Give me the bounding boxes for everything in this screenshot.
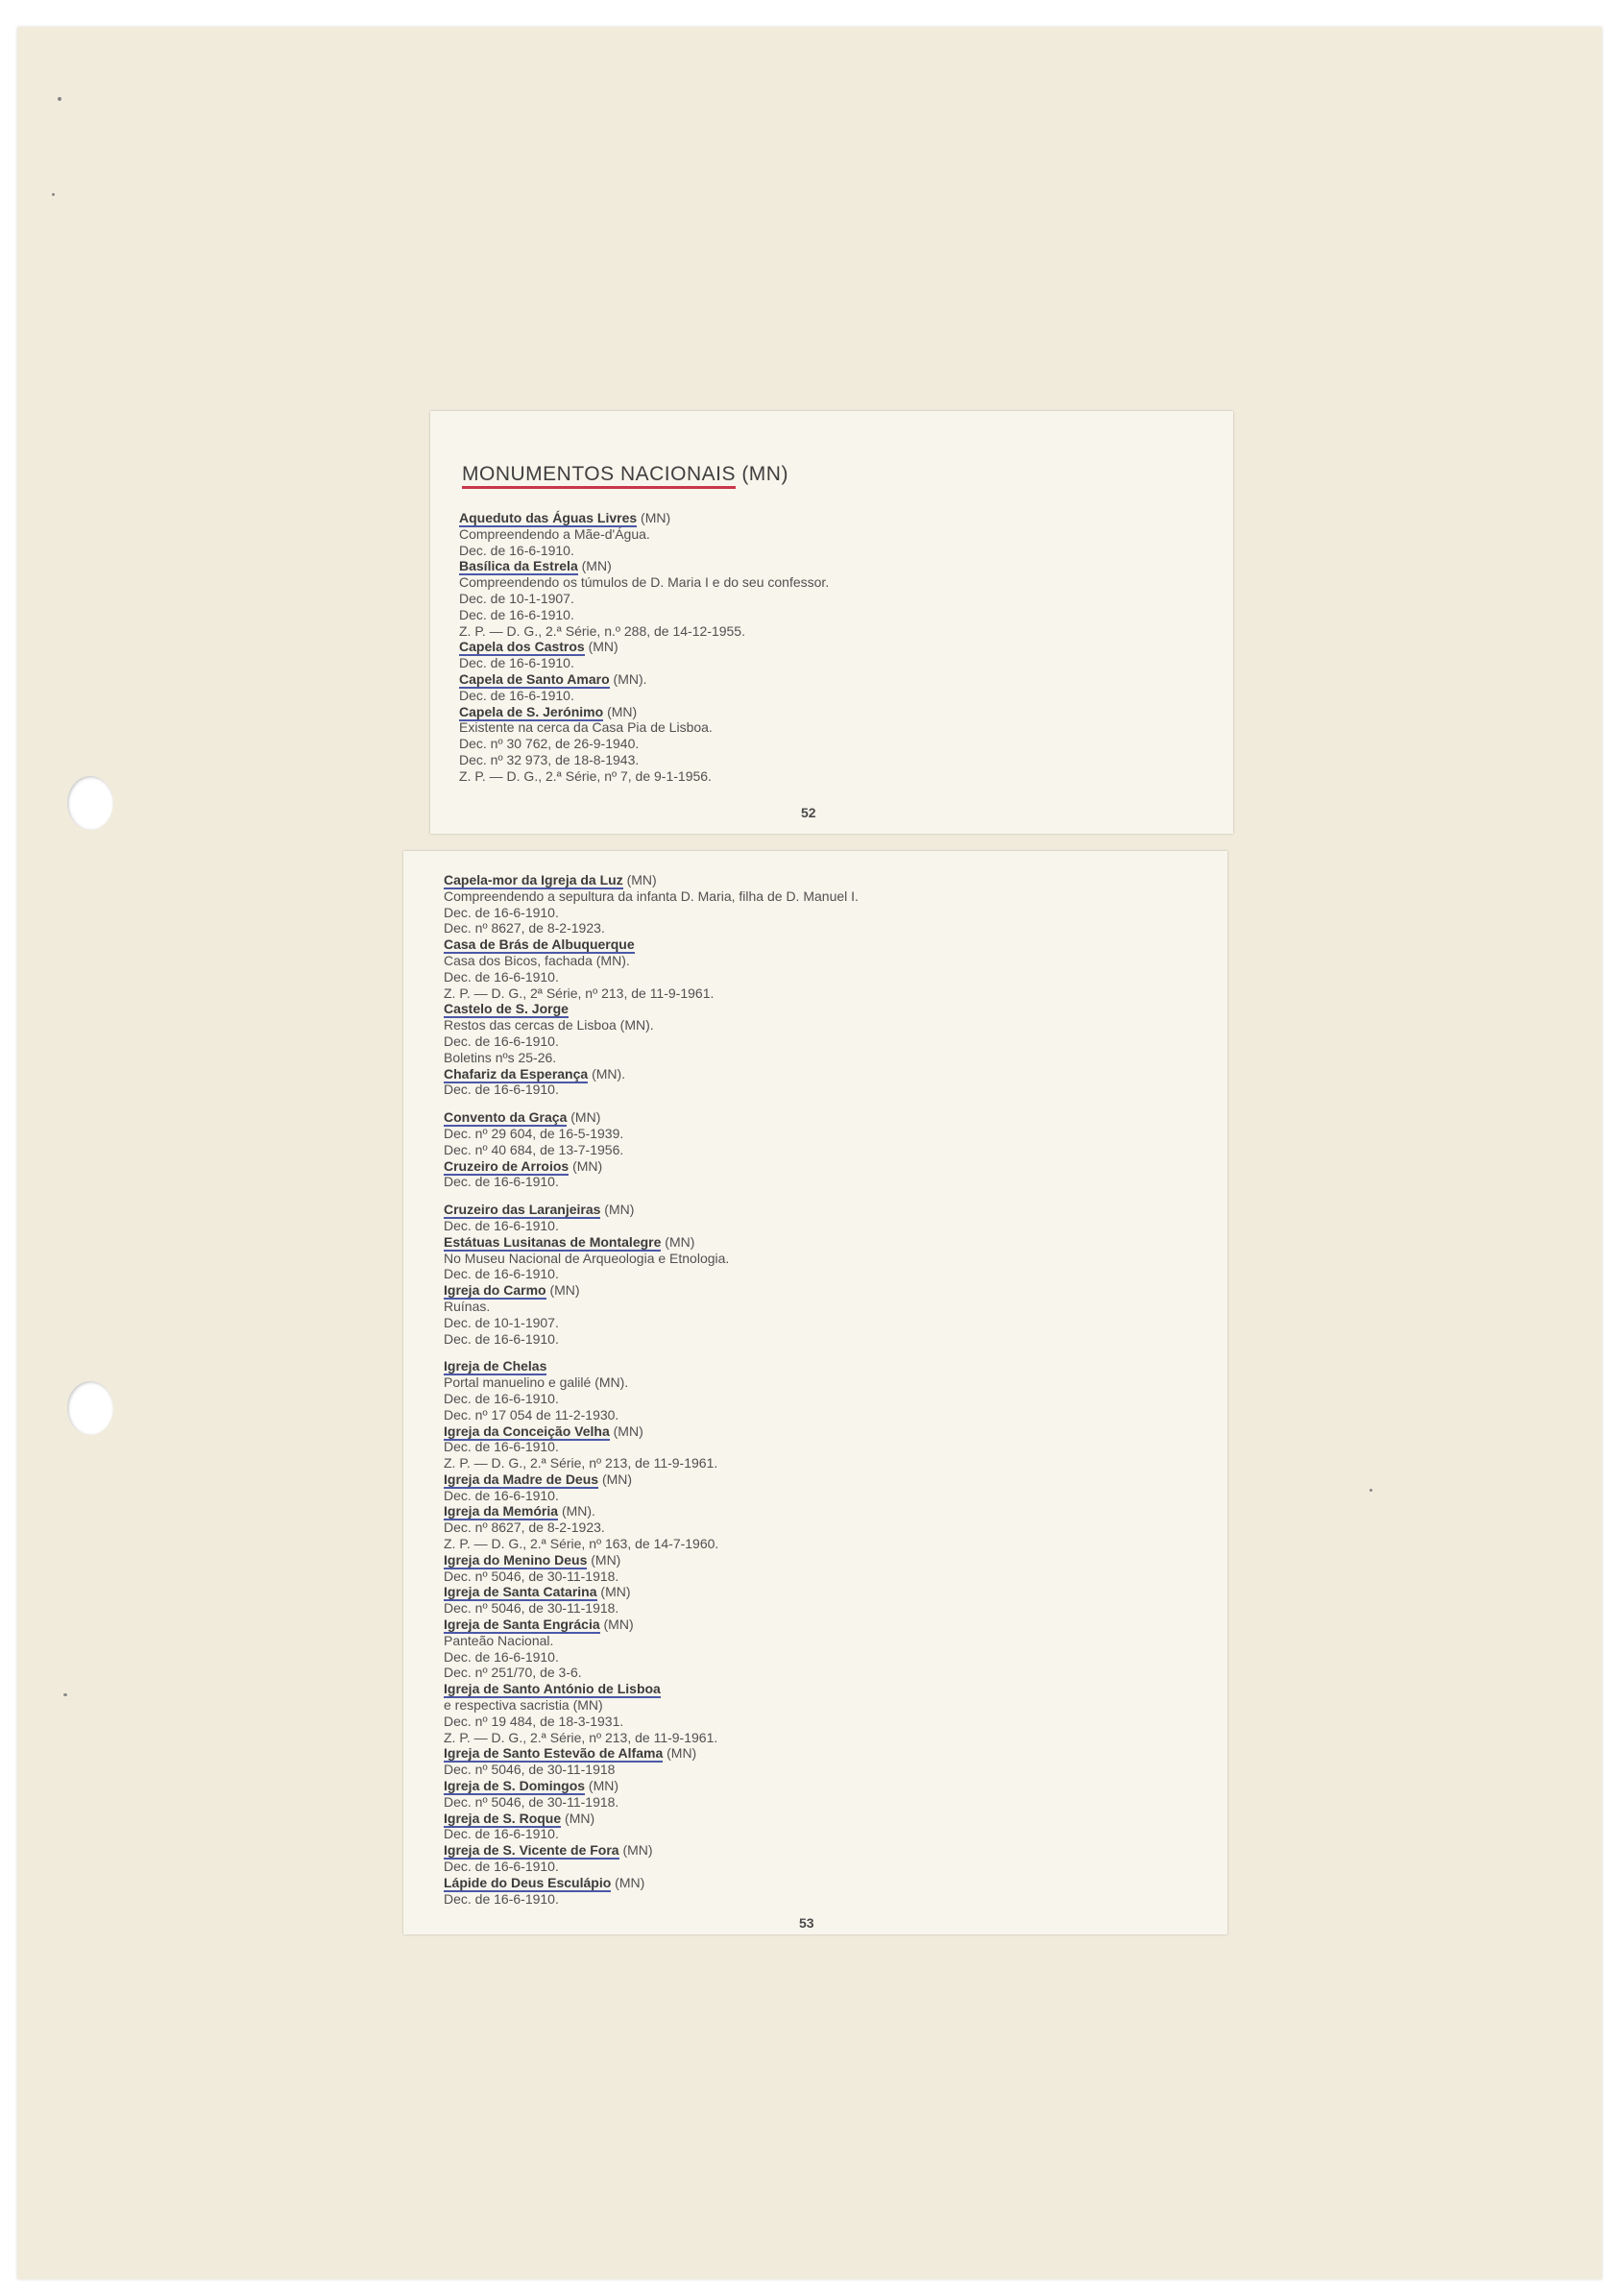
decree-line: Compreendendo os túmulos de D. Maria I e do seu confessor. xyxy=(459,574,830,591)
entry-heading-line xyxy=(444,1471,1208,1488)
entry-heading-line xyxy=(444,1681,1208,1697)
monument-title: Igreja de Santo António de Lisboa xyxy=(444,1681,661,1697)
classification-tag: (MN) xyxy=(588,1778,619,1794)
decree-line: Dec. nº 251/70, de 3-6. xyxy=(444,1665,582,1681)
entry-heading-line xyxy=(444,1109,1208,1126)
entry-heading-line xyxy=(444,872,1208,888)
decree-line: Portal manuelino e galilé (MN). xyxy=(444,1374,629,1391)
monument-entry xyxy=(444,872,1208,936)
entry-heading-line xyxy=(444,1552,1208,1569)
monument-title: Igreja de S. Domingos xyxy=(444,1778,586,1794)
decree-line: Dec. de 16-6-1910. xyxy=(459,542,574,558)
entry-heading-line xyxy=(444,1811,1208,1827)
decree-line: Z. P. — D. G., 2.ª Série, nº 213, de 11-9-1961. xyxy=(444,1729,718,1745)
page-number: 52 xyxy=(801,805,816,820)
entry-heading-line xyxy=(444,1066,1208,1082)
decree-line: Boletins nºs 25-26. xyxy=(444,1049,557,1065)
classification-tag: (MN) xyxy=(667,1745,697,1762)
monument-entry xyxy=(444,1109,1208,1157)
monument-title: Igreja do Menino Deus xyxy=(444,1551,588,1568)
section-heading xyxy=(462,463,788,486)
decree-line: Dec. de 16-6-1910. xyxy=(444,1082,559,1098)
paper-speck xyxy=(1369,1489,1372,1492)
monument-title: Estátuas Lusitanas de Montalegre xyxy=(444,1233,662,1250)
decree-line: Z. P. — D. G., 2.ª Série, n.º 288, de 14-12-1955. xyxy=(459,622,745,639)
entry-heading-line xyxy=(444,1503,1208,1520)
decree-line: Dec. nº 17 054 de 11-2-1930. xyxy=(444,1406,619,1423)
decree-line: Dec. de 10-1-1907. xyxy=(459,590,574,606)
clipping-page-52 xyxy=(430,411,1233,834)
paper-speck xyxy=(63,1693,67,1696)
decree-line: Z. P. — D. G., 2.ª Série, nº 163, de 14-7-1960. xyxy=(444,1536,719,1552)
decree-line: Dec. de 16-6-1910. xyxy=(444,1890,559,1907)
decree-line: Dec. de 16-6-1910. xyxy=(444,1217,559,1233)
monument-title: Igreja de S. Roque xyxy=(444,1810,562,1826)
decree-line: Dec. de 16-6-1910. xyxy=(444,1330,559,1347)
classification-tag: (MN) xyxy=(549,1282,580,1299)
monument-title: Capela dos Castros xyxy=(459,639,585,655)
classification-tag: (MN) xyxy=(570,1109,601,1126)
classification-tag: (MN) xyxy=(615,1874,645,1890)
entry-heading-line xyxy=(444,936,1208,953)
decree-line: Dec. de 16-6-1910. xyxy=(444,968,559,985)
entry-heading-line xyxy=(459,558,1214,574)
monument-title: Lápide do Deus Esculápio xyxy=(444,1874,612,1890)
decree-line: Dec. de 16-6-1910. xyxy=(459,687,574,703)
monument-title: Basílica da Estrela xyxy=(459,558,578,574)
decree-line: Dec. de 16-6-1910. xyxy=(444,1439,559,1455)
decree-line: Panteão Nacional. xyxy=(444,1632,554,1648)
decree-line: Dec. de 10-1-1907. xyxy=(444,1314,559,1330)
decree-line: Dec. nº 5046, de 30-11-1918. xyxy=(444,1568,619,1584)
decree-line: Dec. nº 8627, de 8-2-1923. xyxy=(444,1520,605,1536)
monument-entry xyxy=(444,1842,1208,1875)
entry-heading-line xyxy=(444,1423,1208,1440)
decree-line: Dec. de 16-6-1910. xyxy=(444,1266,559,1282)
monument-title: Casa de Brás de Albuquerque xyxy=(444,936,635,953)
classification-tag: (MN) xyxy=(613,1423,643,1439)
decree-line: Dec. nº 5046, de 30-11-1918 xyxy=(444,1762,616,1778)
decree-line: Dec. nº 19 484, de 18-3-1931. xyxy=(444,1713,624,1729)
decree-line: Dec. nº 8627, de 8-2-1923. xyxy=(444,920,605,936)
classification-tag: (MN) xyxy=(604,1202,635,1218)
classification-tag: (MN) xyxy=(607,703,638,719)
entry-heading-line xyxy=(444,1202,1208,1218)
monument-entry xyxy=(444,1745,1208,1778)
classification-tag: (MN). xyxy=(592,1065,626,1082)
heading-suffix: (MN) xyxy=(741,463,788,485)
monument-entry xyxy=(459,704,1214,785)
decree-line: Restos das cercas de Lisboa (MN). xyxy=(444,1017,654,1034)
classification-tag: (MN) xyxy=(641,510,671,525)
heading-main: MONUMENTOS NACIONAIS xyxy=(462,463,736,489)
classification-tag: (MN) xyxy=(626,872,657,888)
classification-tag: (MN) xyxy=(665,1233,695,1250)
monument-entry xyxy=(444,1202,1208,1234)
decree-line: Dec. nº 30 762, de 26-9-1940. xyxy=(459,736,640,752)
decree-line: Z. P. — D. G., 2ª Série, nº 213, de 11-9-1961. xyxy=(444,985,715,1001)
monument-title: Igreja de Santa Catarina xyxy=(444,1584,597,1600)
monument-title: Igreja da Conceição Velha xyxy=(444,1423,610,1439)
classification-tag: (MN) xyxy=(591,1551,621,1568)
monument-entry xyxy=(444,1778,1208,1811)
monument-entry xyxy=(444,936,1208,1001)
monument-entry xyxy=(444,1282,1208,1347)
monument-title: Aqueduto das Águas Livres xyxy=(459,510,638,525)
classification-tag: (MN) xyxy=(572,1157,603,1174)
classification-tag: (MN). xyxy=(561,1503,595,1520)
monument-entry xyxy=(444,1617,1208,1681)
entry-heading-line xyxy=(459,639,1214,655)
classification-tag: (MN) xyxy=(603,1617,634,1633)
entry-heading-line xyxy=(444,1617,1208,1633)
monument-entry xyxy=(444,1471,1208,1504)
monument-title: Castelo de S. Jorge xyxy=(444,1001,569,1017)
classification-tag: (MN) xyxy=(565,1810,595,1826)
monument-entry xyxy=(444,1234,1208,1282)
decree-line: Existente na cerca da Casa Pia de Lisboa. xyxy=(459,719,713,736)
clipping-page-53 xyxy=(403,851,1227,1934)
decree-line: Compreendendo a sepultura da infanta D. Maria, filha de D. Manuel I. xyxy=(444,888,859,904)
entry-heading-line xyxy=(444,1158,1208,1175)
entry-heading-line xyxy=(444,1778,1208,1794)
entry-heading-line xyxy=(444,1875,1208,1891)
paper-speck xyxy=(52,193,55,196)
classification-tag: (MN) xyxy=(600,1584,631,1600)
classification-tag: (MN) xyxy=(588,639,618,655)
monument-title: Igreja da Madre de Deus xyxy=(444,1471,599,1487)
monument-entry xyxy=(459,639,1214,671)
decree-line: Dec. nº 29 604, de 16-5-1939. xyxy=(444,1125,624,1141)
monument-entry xyxy=(444,1875,1208,1908)
monument-title: Capela de S. Jerónimo xyxy=(459,703,604,719)
decree-line: Dec. de 16-6-1910. xyxy=(444,1033,559,1049)
monument-entry xyxy=(459,510,1214,558)
decree-line: Dec. nº 5046, de 30-11-1918. xyxy=(444,1600,619,1617)
page-number: 53 xyxy=(799,1915,814,1931)
classification-tag: (MN) xyxy=(622,1842,653,1859)
decree-line: Z. P. — D. G., 2.ª Série, nº 213, de 11-9-1961. xyxy=(444,1455,718,1471)
classification-tag: (MN) xyxy=(601,1471,633,1487)
decree-line: No Museu Nacional de Arqueologia e Etnologia. xyxy=(444,1250,730,1266)
decree-line: Dec. de 16-6-1910. xyxy=(444,1174,559,1190)
classification-tag: (MN). xyxy=(613,670,647,687)
monument-entry xyxy=(444,1681,1208,1745)
decree-line: e respectiva sacristia (MN) xyxy=(444,1697,603,1714)
decree-line: Casa dos Bicos, fachada (MN). xyxy=(444,952,630,968)
monument-entry xyxy=(444,1066,1208,1099)
entry-heading-line xyxy=(459,510,1214,526)
monument-entry xyxy=(444,1503,1208,1551)
monument-title: Igreja de Santo Estevão de Alfama xyxy=(444,1745,664,1762)
decree-line: Dec. de 16-6-1910. xyxy=(444,1859,559,1875)
monument-title: Igreja de Santa Engrácia xyxy=(444,1617,600,1633)
monument-list-page-52 xyxy=(459,510,1214,785)
monument-title: Cruzeiro das Laranjeiras xyxy=(444,1202,601,1218)
decree-line: Z. P. — D. G., 2.ª Série, nº 7, de 9-1-1956. xyxy=(459,767,712,784)
decree-line: Compreendendo a Mãe-d'Água. xyxy=(459,525,650,542)
monument-title: Igreja de Chelas xyxy=(444,1358,547,1374)
decree-line: Dec. de 16-6-1910. xyxy=(444,1390,559,1406)
monument-entry xyxy=(444,1423,1208,1471)
decree-line: Dec. de 16-6-1910. xyxy=(459,606,574,622)
decree-line: Dec. de 16-6-1910. xyxy=(444,1487,559,1503)
entry-heading-line xyxy=(444,1001,1208,1017)
decree-line: Dec. nº 32 973, de 18-8-1943. xyxy=(459,751,640,767)
monument-entry xyxy=(444,1584,1208,1617)
monument-title: Igreja do Carmo xyxy=(444,1282,546,1299)
monument-entry xyxy=(444,1358,1208,1423)
punch-hole-bottom xyxy=(67,1381,113,1435)
monument-list-page-53 xyxy=(444,872,1208,1907)
decree-line: Dec. de 16-6-1910. xyxy=(444,1648,559,1665)
paper-sheet xyxy=(17,27,1602,2279)
entry-heading-line xyxy=(444,1234,1208,1251)
decree-line: Dec. nº 5046, de 30-11-1918. xyxy=(444,1793,619,1810)
monument-title: Capela de Santo Amaro xyxy=(459,670,610,687)
monument-title: Chafariz da Esperança xyxy=(444,1065,589,1082)
monument-title: Cruzeiro de Arroios xyxy=(444,1157,570,1174)
monument-title: Capela-mor da Igreja da Luz xyxy=(444,872,623,888)
classification-tag: (MN) xyxy=(581,558,612,574)
monument-title: Convento da Graça xyxy=(444,1109,568,1126)
decree-line: Dec. de 16-6-1910. xyxy=(444,1826,559,1842)
decree-line: Dec. de 16-6-1910. xyxy=(459,655,574,671)
punch-hole-top xyxy=(67,776,113,830)
entry-heading-line xyxy=(444,1584,1208,1600)
monument-entry xyxy=(444,1001,1208,1065)
entry-heading-line xyxy=(459,671,1214,688)
monument-entry xyxy=(459,671,1214,704)
paper-speck xyxy=(58,97,61,101)
monument-entry xyxy=(459,558,1214,639)
monument-entry xyxy=(444,1811,1208,1843)
monument-title: Igreja de S. Vicente de Fora xyxy=(444,1842,619,1859)
decree-line: Dec. nº 40 684, de 13-7-1956. xyxy=(444,1141,624,1157)
monument-entry xyxy=(444,1552,1208,1585)
entry-heading-line xyxy=(459,704,1214,720)
entry-heading-line xyxy=(444,1745,1208,1762)
decree-line: Ruínas. xyxy=(444,1298,491,1314)
decree-line: Dec. de 16-6-1910. xyxy=(444,904,559,920)
entry-heading-line xyxy=(444,1358,1208,1374)
monument-title: Igreja da Memória xyxy=(444,1503,559,1520)
entry-heading-line xyxy=(444,1282,1208,1299)
entry-heading-line xyxy=(444,1842,1208,1859)
monument-entry xyxy=(444,1158,1208,1191)
